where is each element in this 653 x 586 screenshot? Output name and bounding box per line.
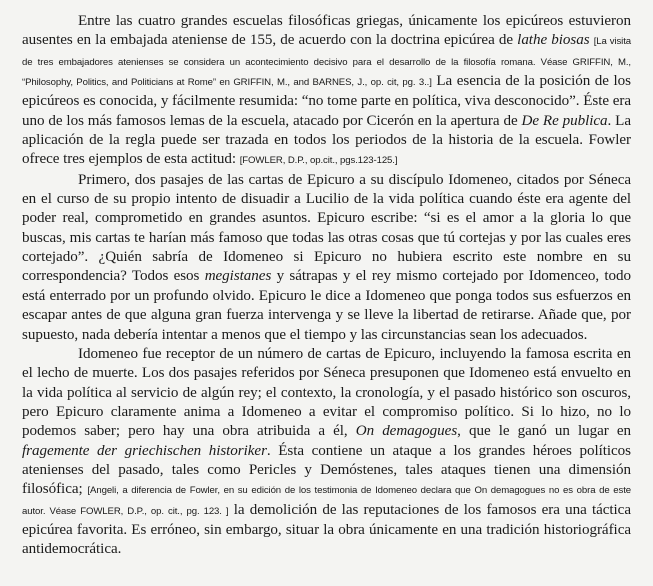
paragraph-3 [22, 345, 631, 560]
inline-note-italic: testimonia [314, 485, 358, 497]
inline-note: [Angeli, a diferencia de Fowler, en su edición de los [87, 485, 315, 497]
text-run: y sátrapas y el rey mismo cortejado por Idomenceo, todo está enterrado por un profundo olvido. Epicuro le dice a Idomeneo que ponga todos sus esfuerzos en escapar antes de que alguna gran fuerza intervenga y se lleve la libertad de retirarse. Añade que, por supuesto, nada debería intentar a menos que el tiempo y las circunstancias sean los adecuados. [22, 268, 631, 343]
text-run: . La aplicación de la regla puede ser trazada en todos los periodos de la historia de la escuela. Fowler ofrece tres ejemplos de esta actitud: [22, 112, 631, 168]
text-run: Primero, dos pasajes de las cartas de Epicuro a su discípulo Idomeneo, citados por Séneca en el curso de su propio intento de disuadir a Lucilio de la vida política cuando éste era agente del poder real, comprometido en grandes asuntos. Epicuro escribe: “si es el amor a la gloria lo que buscas, mis cartas te harían más famoso que todas las otras cosas que tú cortejas y por las cuales eres cortejado”. ¿Quién sabría de Idomeneo si Epicuro no hubiera escrito este nombre en su correspondencia? Todos esos [22, 171, 631, 285]
text-run: Idomeneo fue receptor de un número de cartas de Epicuro, incluyendo la famosa escrita en el lecho de muerte. Los dos pasajes referidos por Séneca presuponen que Idomeneo está envuelto en la vida política al servicio de algún rey; el contexto, la cronología, y el pasado histórico son oscuros, pero Epicuro claramente anima a Idomeneo a evitar el compromiso político. Si lo hizo, no lo podemos saber; pero hay una obra atribuida a él, [22, 345, 631, 440]
paragraph-1 [22, 12, 631, 171]
text-run: . Ésta contiene un ataque a los grandes héroes políticos atenienses del pasado, tales como Pericles y Demóstenes, tales ataques tienen una dimensión filosófica; [22, 442, 631, 498]
italic-term: fragemente der griechischen historiker [22, 442, 267, 459]
text-run: la demolición de las reputaciones de los famosos era una táctica epicúrea favorita. Es erróneo, sin embargo, situar la obra únicamente en una tradición historiográfica antidemocrática. [22, 501, 631, 558]
italic-term: lathe biosas [517, 32, 590, 49]
paragraph-2 [22, 171, 631, 345]
inline-note: de Idomeneo declara que [357, 485, 475, 497]
inline-note: [La visita de tres embajadores atenienses se considera un acontecimiento decisivo para el desarrollo de la filosofía romana. Véase GRIFFIN, M., “Philosophy, Politics, and Politicians at Rome” en GRIFFIN, M., and BARNES, J., [22, 36, 631, 89]
text-run: , que le ganó un lugar en [457, 423, 631, 440]
inline-note: [FOWLER, D.P., [239, 155, 311, 167]
inline-note-italic: op. cit [370, 77, 397, 89]
inline-note-italic: On demagogues [474, 485, 546, 497]
inline-note: no es obra de este autor. Véase FOWLER, D.P., [22, 485, 631, 517]
inline-note: , pg. 123. ] [179, 505, 229, 517]
inline-note-italic: op. cit. [150, 505, 180, 517]
italic-term: De Re publica [521, 112, 608, 129]
inline-note: , pgs.123-125.] [334, 155, 398, 167]
inline-note-italic: op.cit. [310, 155, 335, 167]
italic-term: megistanes [204, 268, 272, 285]
text-run: La esencia de la posición de los epicúreos es conocida, y fácilmente resumida: “no tome parte en política, viva desconocido”. Éste era uno de los más famosos lemas de la escuela, atacado por Cicerón en la apertura de [22, 73, 631, 129]
italic-term: On demagogues [355, 423, 458, 440]
text-run: Entre las cuatro grandes escuelas filosóficas griegas, únicamente los epicúreos estuvieron ausentes en la embajada ateniense de 155, de acuerdo con la doctrina epicúrea de [22, 13, 631, 49]
inline-note: , pg. 3..] [396, 77, 432, 89]
